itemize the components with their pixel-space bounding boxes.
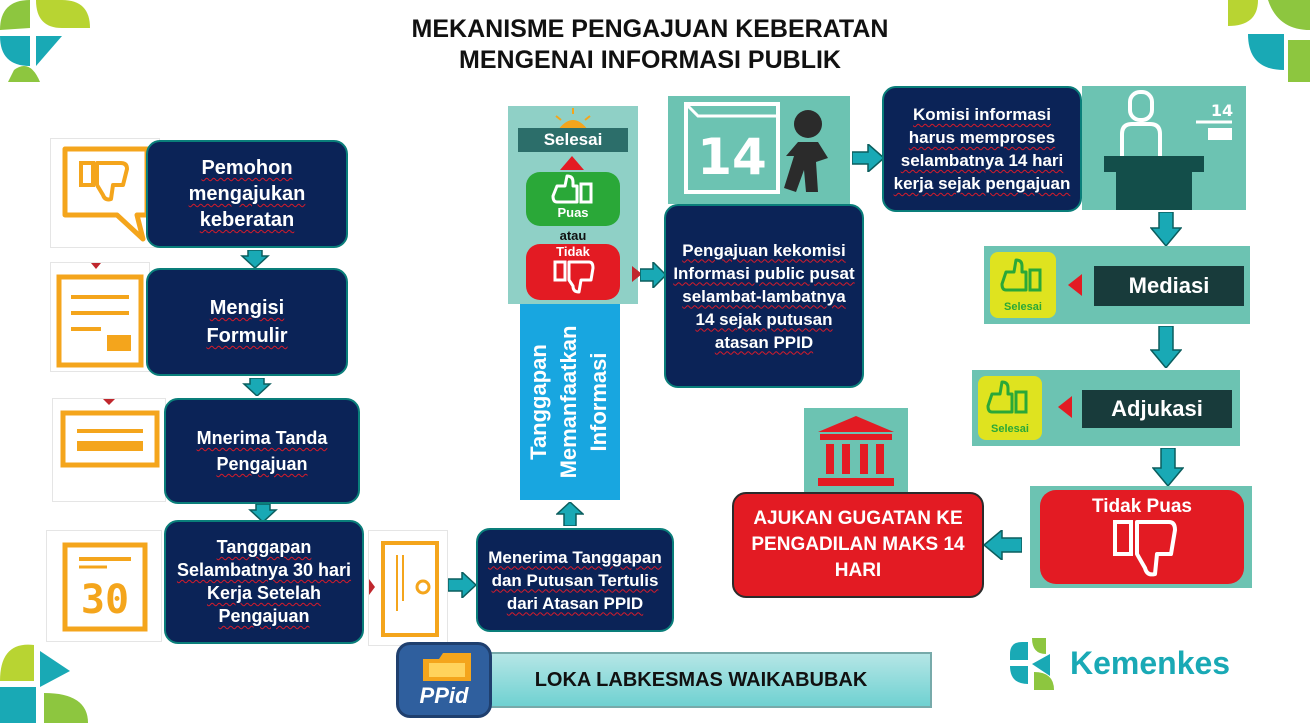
step-komisi-text: Komisi informasi harus memproses selambatnya 14 hari kerja sejak pengajuan	[893, 105, 1071, 193]
mediasi-panel	[984, 246, 1250, 324]
selesai-banner-text: Selesai	[543, 130, 603, 149]
vertical-label-line-1: Tanggapan	[526, 344, 551, 460]
calendar-30-number: 30	[80, 577, 130, 623]
step-pemohon-box	[146, 140, 348, 248]
tidak-puas-panel	[1030, 486, 1252, 588]
court-panel	[804, 408, 908, 496]
corner-logo-top-right	[1228, 0, 1310, 82]
mediasi-text: Mediasi	[1128, 273, 1210, 298]
kemenkes-mark-icon	[1010, 636, 1064, 690]
vertical-label-line-3: Informasi	[586, 352, 611, 452]
page-title	[300, 14, 1000, 76]
outcome-panel	[508, 106, 638, 304]
thumbs-up-icon	[978, 376, 1042, 424]
selesai-banner	[518, 128, 628, 152]
document-scroll-icon	[368, 530, 448, 646]
step-menerima-box	[476, 528, 674, 632]
puas-badge	[526, 172, 620, 226]
adjukasi-text: Adjukasi	[1111, 396, 1203, 421]
ppid-logo	[396, 642, 492, 718]
arrow-up-icon	[556, 502, 584, 526]
corner-logo-bottom-left	[0, 641, 90, 723]
footer-org-text: LOKA LABKESMAS WAIKABUBAK	[534, 668, 868, 691]
thumbs-up-icon	[543, 174, 603, 206]
vertical-label-panel	[520, 304, 620, 500]
calendar-30-icon	[46, 530, 162, 642]
podium-panel	[1082, 86, 1246, 210]
arrow-down-icon	[1152, 448, 1184, 486]
triangle-left-icon	[1068, 274, 1082, 296]
arrow-down-icon	[240, 250, 270, 268]
arrow-right-icon	[852, 144, 884, 172]
tidak-puas-badge	[1040, 490, 1244, 584]
selesai-thumb-tile	[978, 376, 1042, 440]
step-gugatan-text: AJUKAN GUGATAN KE PENGADILAN MAKS 14 HARI	[751, 508, 965, 581]
step-komisi-box	[882, 86, 1082, 212]
calendar-14-number: 14	[697, 128, 767, 186]
triangle-up-icon	[560, 156, 584, 170]
puas-text: Puas	[557, 205, 589, 220]
form-document-icon	[50, 262, 150, 372]
folder-icon	[419, 649, 475, 683]
kemenkes-text: Kemenkes	[1070, 644, 1231, 681]
atau-text: atau	[559, 228, 587, 243]
arrow-right-icon	[448, 572, 476, 598]
selesai-thumb-tile	[990, 252, 1056, 318]
vertical-label-line-2: Memanfaatkan	[556, 325, 581, 479]
courthouse-icon	[804, 408, 908, 496]
sun-icon	[548, 108, 598, 130]
selesai-text-2: Selesai	[991, 423, 1029, 435]
step-tanggapan30-text: Tanggapan Selambatnya 30 hari Kerja Setelah Pengajuan	[176, 537, 352, 626]
thumbs-up-icon	[990, 252, 1056, 302]
step-tanda-box	[164, 398, 360, 504]
adjukasi-banner	[1082, 390, 1232, 428]
step-formulir-box	[146, 268, 348, 376]
arrow-down-icon	[1150, 212, 1182, 246]
tidak-text: Tidak	[556, 244, 590, 259]
step-tanggapan30-box	[164, 520, 364, 644]
calendar-14-runner-panel	[668, 96, 850, 204]
step-gugatan-box	[732, 492, 984, 598]
corner-logo-top-left	[0, 0, 90, 82]
title-line-2: MENGENAI INFORMASI PUBLIK	[459, 46, 841, 74]
thumbs-down-icon	[543, 260, 603, 294]
title-line-1: MEKANISME PENGAJUAN KEBERATAN	[411, 15, 889, 43]
arrow-down-icon	[1150, 326, 1182, 368]
arrow-right-icon	[640, 262, 666, 288]
triangle-left-icon	[1058, 396, 1072, 418]
vertical-label-text	[524, 302, 616, 502]
step-pemohon-text: Pemohon mengajukan keberatan	[188, 157, 306, 231]
step-formulir-text: Mengisi Formulir	[206, 297, 288, 347]
step-pengajuan-komisi-box	[664, 204, 864, 388]
selesai-text-1: Selesai	[1004, 301, 1042, 313]
tidak-puas-text: Tidak Puas	[1092, 496, 1192, 517]
step-menerima-text: Menerima Tanggapan dan Putusan Tertulis dari Atasan PPID	[488, 547, 662, 613]
arrow-down-icon	[242, 378, 272, 396]
step-tanda-text: Mnerima Tanda Pengajuan	[196, 428, 328, 474]
arrow-left-icon	[984, 530, 1022, 560]
calendar-14-small-number: 14	[1210, 101, 1234, 120]
ppid-logo-text: PPid	[419, 683, 469, 708]
step-pengajuan-komisi-text: Pengajuan kekomisi Informasi public pusat selambat-lambatnya 14 sejak putusan atasan PPID	[673, 240, 855, 352]
thumbs-down-icon	[1087, 518, 1197, 580]
tidak-badge	[526, 244, 620, 300]
kemenkes-logo	[1010, 636, 1250, 690]
thumbs-down-bubble-icon	[50, 138, 160, 248]
receipt-envelope-icon	[52, 398, 166, 502]
mediasi-banner	[1094, 266, 1244, 306]
footer-org-bar	[470, 652, 932, 708]
adjukasi-panel	[972, 370, 1240, 446]
